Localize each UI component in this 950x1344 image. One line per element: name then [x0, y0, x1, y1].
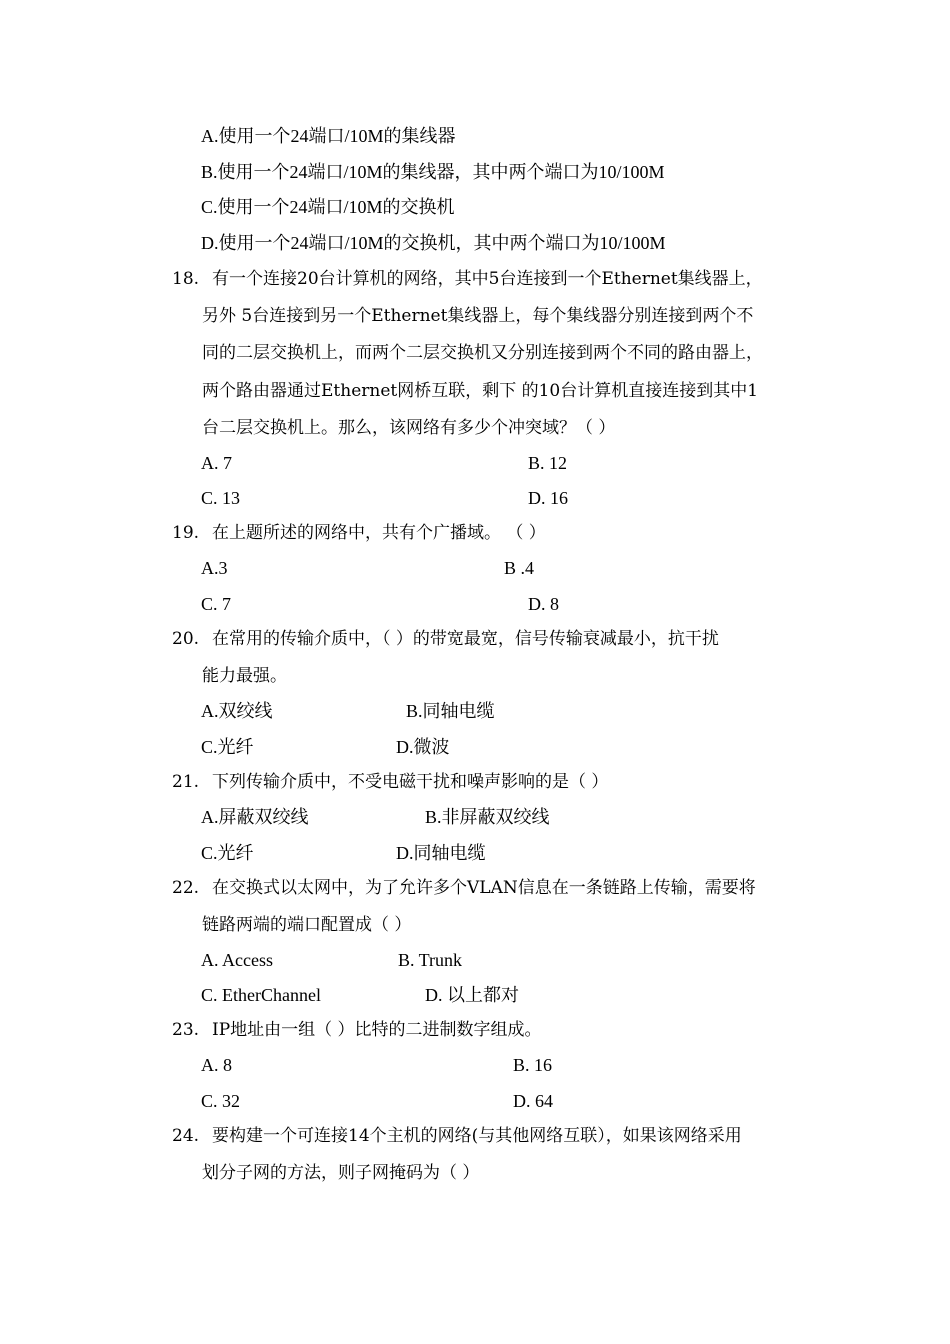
q18-text-line-1: 有一个连接20台计算机的网络，其中5台连接到一个Ethernet集线器上， [212, 269, 763, 289]
q23-option-b: B. 16 [513, 1055, 553, 1075]
q23-number: 23. [172, 1020, 200, 1040]
q20-option-d: D.微波 [396, 737, 450, 757]
q21-option-d: D.同轴电缆 [396, 843, 486, 863]
q23-option-a: A. 8 [201, 1055, 232, 1075]
q17-option-d: D.使用一个24端口/10M的交换机，其中两个端口为10/100M [201, 233, 666, 253]
q20-text-line-1: 在常用的传输介质中，（ ）的带宽最宽，信号传输衰减最小，抗干扰 [212, 629, 719, 649]
q19-number: 19. [172, 523, 200, 543]
q24-text-line-2: 划分子网的方法，则子网掩码为（ ） [202, 1163, 480, 1183]
q18-text-line-4: 两个路由器通过Ethernet网桥互联，剩下 的10台计算机直接连接到其中1 [202, 381, 759, 401]
q24-text-line-1: 要构建一个可连接14个主机的网络(与其他网络互联），如果该网络采用 [212, 1126, 742, 1146]
q20-text-line-2: 能力最强。 [202, 666, 287, 686]
q19-text-line-1: 在上题所述的网络中，共有个广播域。 （ ） [212, 523, 546, 543]
q19-option-b: B .4 [504, 558, 535, 578]
q21-option-a: A.屏蔽双绞线 [201, 807, 309, 827]
q18-text-line-3: 同的二层交换机上，而两个二层交换机又分别连接到两个不同的路由器上， [202, 343, 763, 363]
q19-option-a: A.3 [201, 558, 228, 578]
q22-option-c: C. EtherChannel [201, 985, 321, 1005]
q21-option-b: B.非屏蔽双绞线 [425, 807, 550, 827]
q17-option-c: C.使用一个24端口/10M的交换机 [201, 197, 455, 217]
q22-number: 22. [172, 878, 200, 898]
q20-option-c: C.光纤 [201, 737, 254, 757]
q18-option-a: A. 7 [201, 453, 232, 473]
q22-text-line-2: 链路两端的端口配置成（ ） [202, 915, 412, 935]
q22-option-b: B. Trunk [398, 950, 463, 970]
q18-option-c: C. 13 [201, 488, 241, 508]
q21-option-c: C.光纤 [201, 843, 254, 863]
q17-option-a: A.使用一个24端口/10M的集线器 [201, 126, 456, 146]
q24-number: 24. [172, 1126, 200, 1146]
q22-option-a: A. Access [201, 950, 273, 970]
q18-text-line-5: 台二层交换机上。那么，该网络有多少个冲突域？（ ） [202, 418, 616, 438]
q21-text-line-1: 下列传输介质中，不受电磁干扰和噪声影响的是（ ） [212, 772, 609, 792]
q23-option-c: C. 32 [201, 1091, 241, 1111]
q18-number: 18. [172, 269, 200, 289]
q20-option-b: B.同轴电缆 [406, 701, 495, 721]
q18-text-line-2: 另外 5台连接到另一个Ethernet集线器上，每个集线器分别连接到两个不 [202, 306, 754, 326]
q21-number: 21. [172, 772, 200, 792]
q18-option-d: D. 16 [528, 488, 568, 508]
q17-option-b: B.使用一个24端口/10M的集线器，其中两个端口为10/100M [201, 162, 665, 182]
q20-number: 20. [172, 629, 200, 649]
q20-option-a: A.双绞线 [201, 701, 273, 721]
q19-option-d: D. 8 [528, 594, 559, 614]
q23-text-line-1: IP地址由一组（ ）比特的二进制数字组成。 [212, 1020, 542, 1040]
q22-text-line-1: 在交换式以太网中，为了允许多个VLAN信息在一条链路上传输，需要将 [212, 878, 756, 898]
q18-option-b: B. 12 [528, 453, 568, 473]
q22-option-d: D. 以上都对 [425, 985, 519, 1005]
q19-option-c: C. 7 [201, 594, 232, 614]
q23-option-d: D. 64 [513, 1091, 553, 1111]
